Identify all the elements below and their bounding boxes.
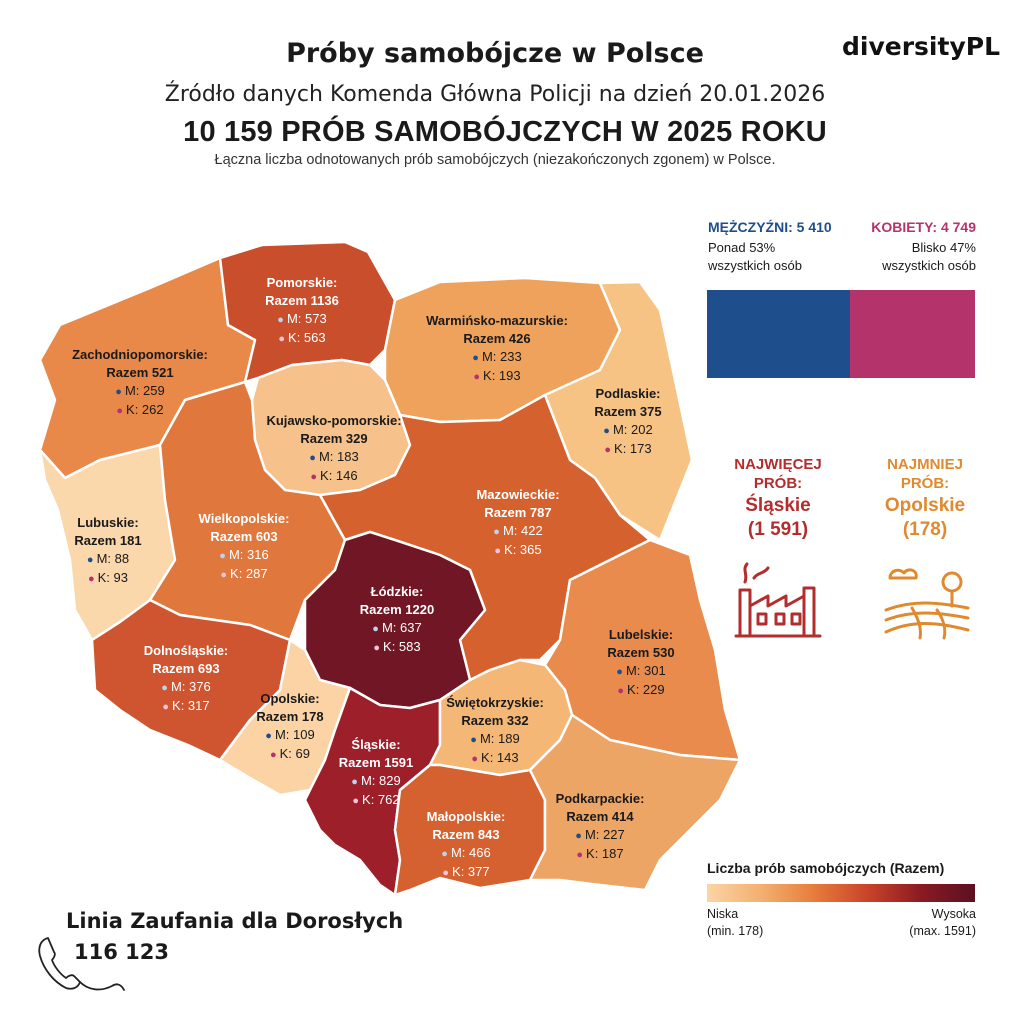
woman-icon: ● — [471, 753, 479, 765]
region-label-wielkopolskie — [199, 510, 290, 584]
man-icon: ● — [115, 386, 122, 398]
man-icon: ● — [161, 682, 168, 694]
men-total: MĘŻCZYŹNI: 5 410 — [708, 219, 832, 235]
region-men: M: 422 — [502, 523, 543, 538]
least-region: Opolskie — [884, 495, 966, 516]
region-total: Razem 178 — [256, 709, 324, 724]
region-label-slaskie — [339, 736, 413, 810]
woman-icon: ● — [116, 405, 124, 417]
region-name: Warmińsko-mazurskie: — [426, 313, 568, 328]
region-men: M: 202 — [612, 422, 653, 437]
woman-icon: ● — [269, 749, 277, 761]
men-share-line2: wszystkich osób — [708, 258, 802, 273]
region-total: Razem 332 — [461, 713, 529, 728]
legend-low-value: (min. 178) — [707, 924, 764, 938]
region-total: Razem 329 — [300, 431, 368, 446]
region-men: M: 189 — [479, 731, 520, 746]
region-name: Świętokrzyskie: — [446, 695, 544, 710]
man-icon: ● — [309, 452, 316, 464]
region-men: M: 259 — [124, 383, 165, 398]
legend-title: Liczba prób samobójczych (Razem) — [707, 860, 945, 876]
region-total: Razem 843 — [432, 827, 500, 842]
most-value: (1 591) — [747, 519, 809, 540]
man-icon: ● — [603, 425, 610, 437]
region-name: Lubuskie: — [77, 515, 139, 530]
legend-high — [909, 906, 976, 940]
region-women: K: 377 — [452, 864, 490, 879]
women-share — [836, 239, 976, 275]
region-total: Razem 787 — [484, 505, 552, 520]
gender-bar-men — [707, 290, 850, 378]
region-women: K: 583 — [383, 639, 421, 654]
woman-icon: ● — [278, 333, 286, 345]
description: Łączna liczba odnotowanych prób samobójczych (niezakończonych zgonem) w Polsce. — [214, 152, 776, 168]
data-source: Źródło danych Komenda Główna Policji na dzień 20.01.2026 — [164, 82, 826, 107]
woman-icon: ● — [373, 642, 381, 654]
region-women: K: 193 — [483, 368, 521, 383]
least-label-2: PRÓB: — [900, 475, 950, 492]
woman-icon: ● — [473, 371, 481, 383]
woman-icon: ● — [87, 573, 95, 585]
region-men: M: 376 — [170, 679, 211, 694]
gender-bar-women — [850, 290, 975, 378]
region-name: Dolnośląskie: — [143, 643, 229, 658]
region-total: Razem 1136 — [265, 293, 339, 308]
region-total: Razem 603 — [210, 529, 278, 544]
man-icon: ● — [441, 848, 448, 860]
region-women: K: 146 — [320, 468, 358, 483]
region-label-opolskie — [256, 690, 323, 764]
region-men: M: 227 — [584, 827, 625, 842]
region-total: Razem 1591 — [338, 755, 414, 770]
man-icon: ● — [372, 623, 379, 635]
page-title: Próby samobójcze w Polsce — [286, 38, 704, 69]
region-women: K: 229 — [627, 682, 665, 697]
woman-icon: ● — [162, 701, 170, 713]
woman-icon: ● — [442, 867, 450, 879]
region-women: K: 762 — [362, 792, 400, 807]
least-attempts — [860, 455, 990, 542]
women-total: KOBIETY: 4 749 — [871, 219, 976, 235]
most-label-2: PRÓB: — [753, 475, 803, 492]
man-icon: ● — [265, 730, 272, 742]
legend-color-scale — [707, 884, 975, 902]
region-name: Śląskie: — [351, 737, 401, 752]
woman-icon: ● — [576, 849, 584, 861]
region-label-podlaskie — [594, 385, 661, 459]
woman-icon: ● — [494, 545, 502, 557]
men-share-line1: Ponad 53% — [708, 240, 776, 255]
region-total: Razem 521 — [106, 365, 174, 380]
least-label: NAJMNIEJ — [887, 456, 963, 473]
factory-icon — [734, 560, 822, 640]
region-men: M: 637 — [381, 620, 422, 635]
legend-low — [707, 906, 763, 940]
region-men: M: 316 — [228, 547, 269, 562]
region-women: K: 69 — [279, 746, 310, 761]
legend-low-label: Niska — [707, 907, 739, 921]
region-men: M: 829 — [360, 773, 401, 788]
region-women: K: 563 — [288, 330, 326, 345]
region-name: Mazowieckie: — [476, 487, 560, 502]
region-label-zachodniopomorskie — [72, 346, 208, 420]
women-share-line1: Blisko 47% — [911, 240, 976, 255]
most-region: Śląskie — [745, 495, 811, 516]
woman-icon: ● — [310, 471, 318, 483]
helpline-number[interactable]: 116 123 — [74, 940, 169, 964]
most-label: NAJWIĘCEJ — [734, 456, 822, 473]
region-name: Pomorskie: — [266, 275, 338, 290]
region-name: Kujawsko-pomorskie: — [266, 413, 402, 428]
brand-logo: diversityPL — [842, 32, 1000, 61]
region-label-kujawsko-pomorskie — [266, 412, 401, 486]
region-women: K: 262 — [126, 402, 164, 417]
man-icon: ● — [277, 314, 284, 326]
region-total: Razem 426 — [463, 331, 531, 346]
region-label-warminsko-mazurskie — [426, 312, 568, 386]
region-women: K: 365 — [504, 542, 542, 557]
region-men: M: 109 — [274, 727, 315, 742]
women-share-line2: wszystkich osób — [882, 258, 976, 273]
region-name: Łódzkie: — [370, 584, 424, 599]
region-men: M: 233 — [481, 349, 522, 364]
region-women: K: 287 — [230, 566, 268, 581]
region-men: M: 183 — [318, 449, 359, 464]
legend-high-value: (max. 1591) — [909, 924, 976, 938]
region-total: Razem 1220 — [359, 602, 435, 617]
region-men: M: 573 — [286, 311, 327, 326]
headline: 10 159 PRÓB SAMOBÓJCZYCH W 2025 ROKU — [183, 116, 827, 148]
region-label-lubelskie — [607, 626, 674, 700]
region-label-mazowieckie — [476, 486, 559, 560]
region-total: Razem 530 — [607, 645, 675, 660]
region-total: Razem 181 — [74, 533, 142, 548]
man-icon: ● — [472, 352, 479, 364]
region-label-malopolskie — [427, 808, 506, 882]
region-name: Lubelskie: — [608, 627, 674, 642]
man-icon: ● — [470, 734, 477, 746]
man-icon: ● — [351, 776, 358, 788]
region-women: K: 143 — [481, 750, 519, 765]
man-icon: ● — [86, 554, 94, 566]
woman-icon: ● — [352, 795, 360, 807]
gender-split-bar — [707, 290, 975, 378]
region-total: Razem 693 — [152, 661, 220, 676]
region-women: K: 187 — [586, 846, 624, 861]
region-name: Wielkopolskie: — [198, 511, 290, 526]
least-value: (178) — [902, 519, 948, 540]
region-label-lodzkie — [360, 583, 434, 657]
woman-icon: ● — [617, 685, 625, 697]
region-total: Razem 414 — [566, 809, 634, 824]
region-women: K: 317 — [172, 698, 210, 713]
region-men: M: 301 — [625, 663, 666, 678]
region-label-pomorskie — [265, 274, 339, 348]
region-label-swietokrzyskie — [446, 694, 544, 768]
region-women: K: 93 — [97, 570, 128, 585]
woman-icon: ● — [220, 569, 228, 581]
region-men: M: 88 — [96, 551, 130, 566]
man-icon: ● — [219, 550, 226, 562]
legend-high-label: Wysoka — [931, 907, 976, 921]
region-name: Podkarpackie: — [555, 791, 645, 806]
woman-icon: ● — [604, 444, 612, 456]
region-label-lubuskie — [74, 514, 141, 588]
region-label-dolnoslaskie — [144, 642, 229, 716]
most-attempts — [708, 455, 848, 542]
man-icon: ● — [575, 830, 582, 842]
region-name: Opolskie: — [260, 691, 320, 706]
fields-icon — [882, 560, 972, 640]
man-icon: ● — [616, 666, 623, 678]
man-icon: ● — [493, 526, 500, 538]
region-name: Małopolskie: — [426, 809, 506, 824]
region-name: Podlaskie: — [595, 386, 661, 401]
helpline-label: Linia Zaufania dla Dorosłych — [66, 909, 404, 933]
region-name: Zachodniopomorskie: — [72, 347, 208, 362]
men-share — [708, 239, 848, 275]
region-women: K: 173 — [614, 441, 652, 456]
region-total: Razem 375 — [594, 404, 662, 419]
region-men: M: 466 — [450, 845, 491, 860]
region-label-podkarpackie — [556, 790, 645, 864]
